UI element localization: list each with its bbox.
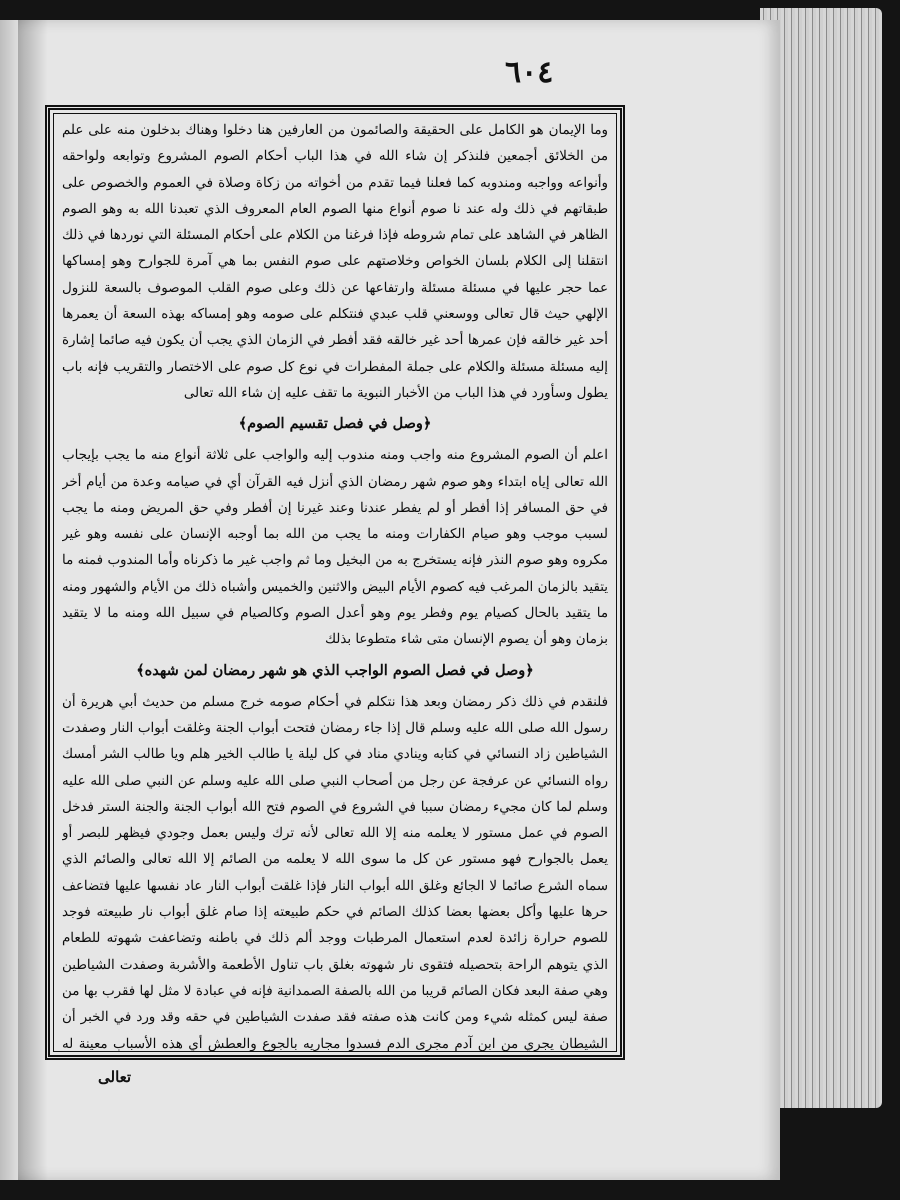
- paragraph-fasting-division: اعلم أن الصوم المشروع منه واجب ومنه مندوب إليه والواجب على ثلاثة أنواع منه ما يجب بإيجاب الله تعالى إياه ابتداء وهو صوم شهر رمضان الذي أنزل فيه القرآن أي في صيامه وعدة من أيام أخر في حق المسافر إذا أفطر أو لم يفطر عندنا وعند غيرنا إن أفطر وفي حق المريض ومنه ما يجب لسبب موجب وهو صيام الكفارات ومنه ما يجب من الله بما أوجبه الإنسان على نفسه وهو غير مكروه وهو صوم النذر فإنه يستخرج به من البخيل وما ثم واجب غير ما ذكرناه وأما المندوب فمنه ما يتقيد بالزمان المرغب فيه كصوم الأيام البيض والاثنين والخميس وأشباه ذلك من الأيام والشهور ومنه ما يتقيد بالحال كصيام يوم وفطر يوم وهو أعدل الصوم وكالصيام في سبيل الله ومنه ما لا يتقيد بزمان وهو أن يصوم الإنسان متى شاء متطوعا بذلك: [62, 448, 608, 648]
- left-page-edge: [0, 20, 18, 1180]
- section-heading-fasting-division: ﴿وصل في فصل تقسيم الصوم﴾: [238, 415, 432, 433]
- paragraph-intro: وما الإيمان هو الكامل على الحقيقة والصائمون من العارفين هنا دخلوا وهناك بدخلون منه على علم من الخلائق أجمعين فلنذكر إن شاء الله في هذا الباب أحكام الصوم المشروع وتوابعه ولواحقه وأنواعه وواجبه ومندوبه كما فعلنا فيما تقدم من أخواته من زكاة وصلاة في العموم والخصوص على طبقاتهم في ذلك وله عند نا صوم أنواع منها الصوم العام المعروف الذي تعبدنا الله به وهو الصوم الظاهر في الشاهد على تمام شروطه فإذا فرغنا من الكلام على أحكام المسئلة التي نوردها في ذلك انتقلنا إلى الكلام بلسان الخواص وخلاصتهم على صوم النفس بما هي آمرة للجوارح وهو إمساكها عما حجر عليها في مسئلة مسئلة وارتفاعها عن ذلك وعلى صوم القلب الموصوف بالسعة للنزول الإلهي حيث قال تعالى ووسعني قلب عبدي فنتكلم على صومه وهو إمساكه بهذه السعة أن يعمرها أحد غير خالقه فإن عمرها أحد غير خالقه فقد أفطر في الزمان الذي يجب أن يكون فيه صائما إشارة إليه مسئلة مسئلة والكلام على جملة المفطرات في نوع كل صوم على الاختصار والتقريب فإنه باب يطول وسأورد في هذا الباب من الأخبار النبوية ما تقف عليه إن شاء الله تعالى: [62, 123, 608, 401]
- page-number: ٦٠٤: [505, 55, 554, 90]
- catchword: تعالى: [98, 1068, 132, 1086]
- section-heading-ramadan: ﴿وصل في فصل الصوم الواجب الذي هو شهر رمضان لمن شهده﴾: [136, 661, 534, 679]
- paragraph-ramadan: فلنقدم في ذلك ذكر رمضان وبعد هذا نتكلم في أحكام صومه خرج مسلم من حديث أبي هريرة أن رسول الله صلى الله عليه وسلم قال إذا جاء رمضان فتحت أبواب الجنة وغلقت أبواب النار وصفدت الشياطين زاد النسائي في كتابه وينادي مناد في كل ليلة يا طالب الخير هلم ويا طالب الشر أمسك رواه النسائي عن عرفجة عن رجل من أصحاب النبي صلى الله عليه وسلم عن النبي صلى الله عليه وسلم لما كان مجيء رمضان سببا في الشروع في الصوم فتح الله أبواب الجنة والجنة الستر فدخل الصوم في عمل مستور لا يعلمه منه إلا الله تعالى لأنه ترك وليس بعمل وجودي فيظهر للبصر أو يعمل بالجوارح فهو مستور عن كل ما سوى الله لا يعلمه من الصائم إلا الله تعالى والصائم الذي سماه الشرع صائما لا الجائع وغلق الله أبواب النار فإذا غلقت أبواب النار عاد نفسها عليها فتضاعف حرها عليها وأكل بعضها بعضا كذلك الصائم في حكم طبيعته إذا صام غلق أبواب نار طبيعته فوجد للصوم حرارة زائدة لعدم استعمال المرطبات ووجد ألم ذلك في باطنه وتضاعفت شهوته للطعام الذي يتوهم الراحة بتحصيله فتقوى نار شهوته بغلق باب تناول الأطعمة والأشربة وصفدت الشياطين وهي صفة البعد فكان الصائم قريبا من الله بالصفة الصمدانية فإنه في عبادة لا مثل لها فقرب بها من صفة ليس كمثله شيء ومن كانت هذه صفته فقد صفدت الشياطين في حقه وقد ورد في الخبر أن الشيطان يجري من ابن آدم مجرى الدم فسدوا مجاريه بالجوع والعطش أي هذه الأسباب معينة له: [62, 694, 608, 1052]
- text-body: [62, 118, 608, 1053]
- spine-shadow: [18, 20, 48, 1180]
